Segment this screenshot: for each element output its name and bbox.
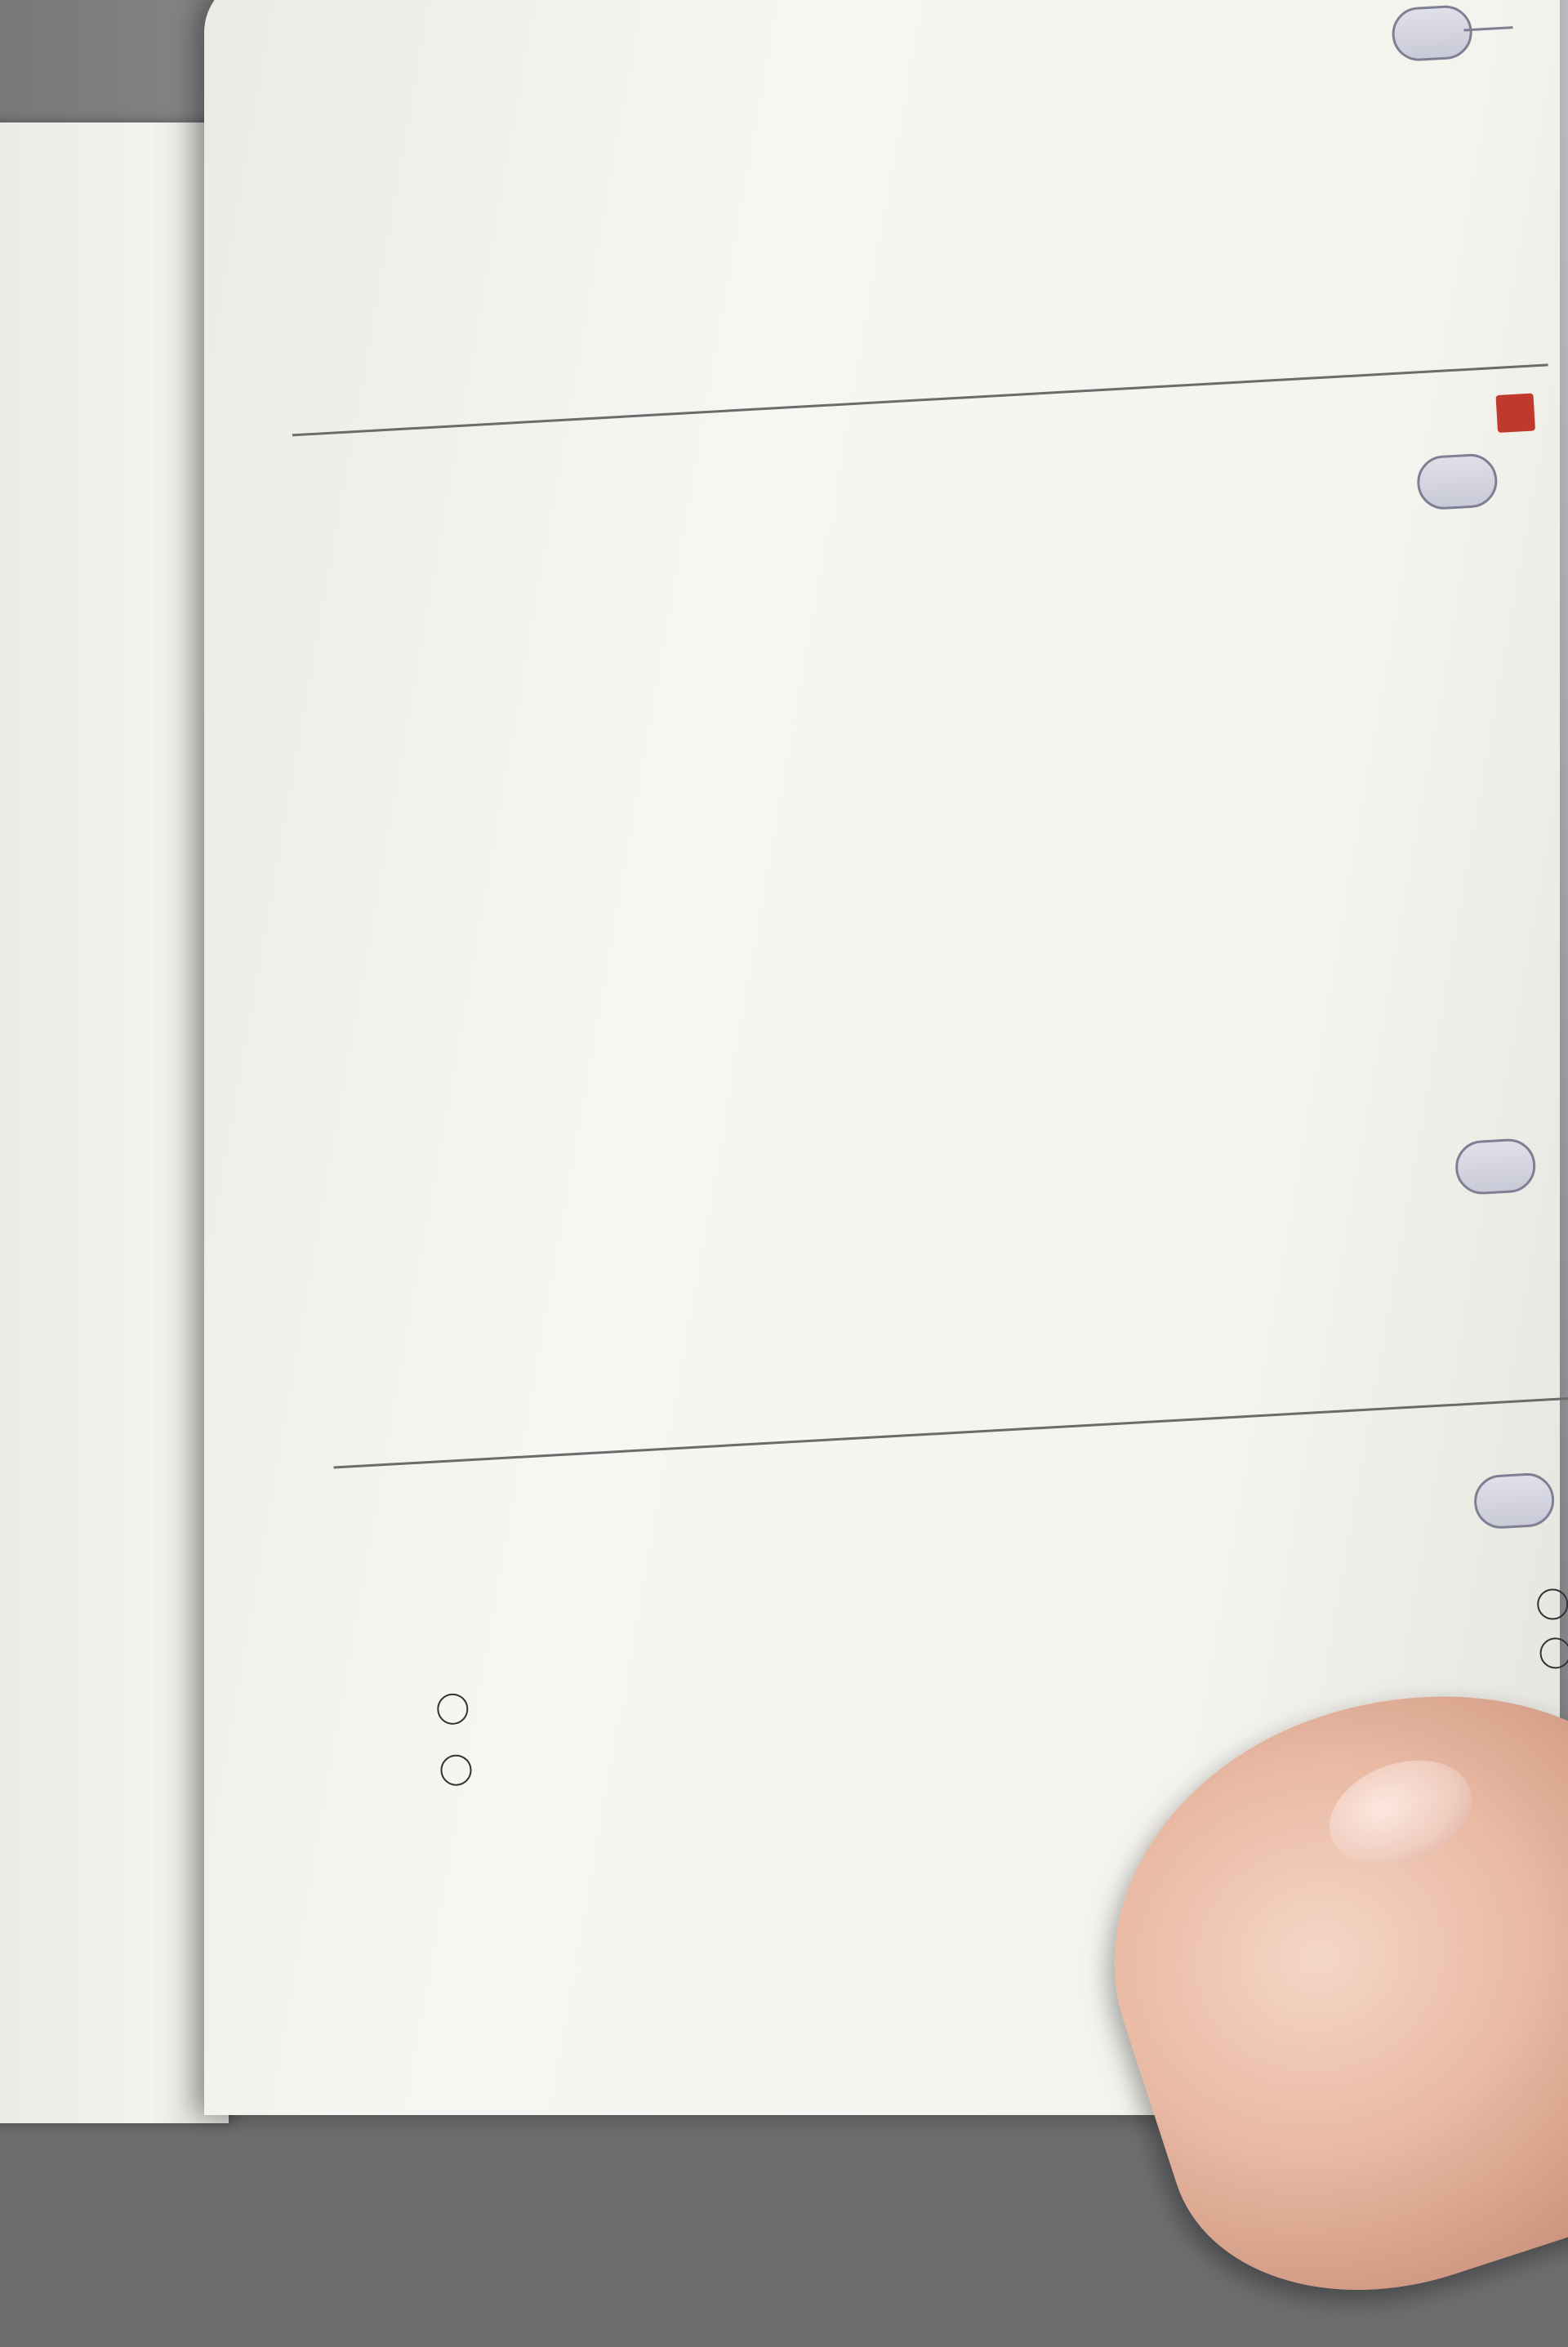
section-divider (292, 363, 1548, 436)
section-pill-convection-top (1391, 4, 1474, 62)
section-pill-conduction (1416, 452, 1499, 510)
question-number-badge (1495, 393, 1535, 432)
option-b-mark (436, 1693, 469, 1726)
option-c[interactable] (1530, 1634, 1568, 1669)
option-b-text (428, 1690, 430, 1727)
option-a-mark (1536, 1588, 1568, 1620)
option-c-mark (1539, 1637, 1568, 1669)
option-c-text (1530, 1637, 1532, 1669)
section-pill-convection (1454, 1138, 1537, 1196)
section-divider (333, 1395, 1568, 1468)
option-d-text (431, 1751, 434, 1788)
section-pill-conduction-q5 (1472, 1472, 1556, 1530)
option-d[interactable] (431, 1749, 472, 1789)
option-a[interactable] (1528, 1585, 1568, 1620)
option-b[interactable] (428, 1688, 469, 1728)
question-4-title (1483, 407, 1485, 441)
option-d-mark (439, 1754, 472, 1787)
left-page (0, 122, 229, 2123)
option-a-text (1528, 1588, 1530, 1620)
question-4-heading (1483, 393, 1536, 440)
